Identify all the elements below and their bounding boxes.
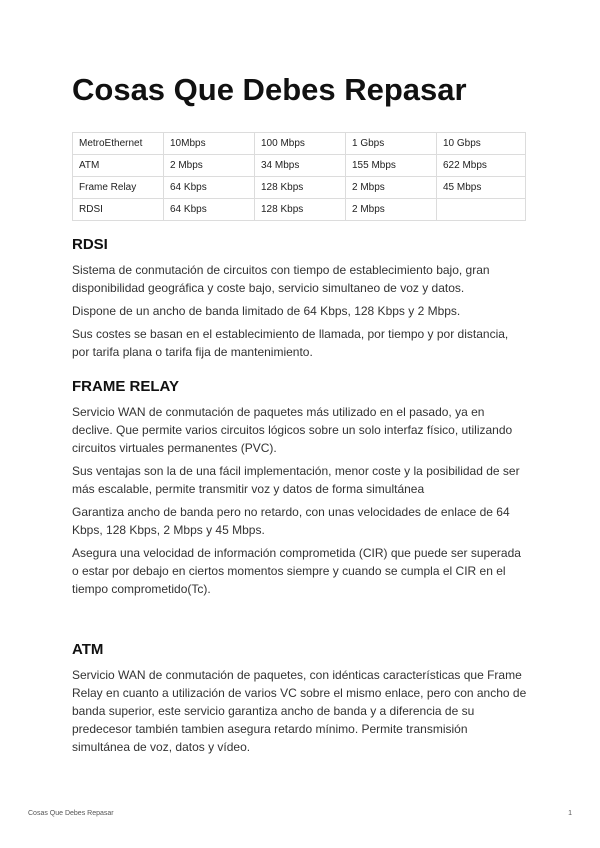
- table-cell: 128 Kbps: [255, 177, 346, 199]
- table-row-label: RDSI: [73, 199, 164, 221]
- table-cell: 2 Mbps: [346, 177, 437, 199]
- section-heading: ATM: [72, 641, 104, 658]
- paragraph: Dispone de un ancho de banda limitado de 64 Kbps, 128 Kbps y 2 Mbps.: [72, 304, 461, 318]
- paragraph: Garantiza ancho de banda pero no retardo, con unas velocidades de enlace de 64 Kbps, 128 Kbps, 2 Mbps y 45 Mbps.: [72, 505, 510, 537]
- table-row-label: ATM: [73, 155, 164, 177]
- page-footer: [28, 810, 572, 817]
- table-row: [73, 199, 526, 221]
- section-heading: FRAME RELAY: [72, 378, 179, 395]
- paragraph: Servicio WAN de conmutación de paquetes más utilizado en el pasado, ya en declive. Que permite varios circuitos lógicos sobre un solo interfaz físico, utilizando circuitos virtuales permanentes (PVC).: [72, 405, 513, 455]
- table-cell: 10 Gbps: [437, 133, 526, 155]
- section-frame-relay: [72, 377, 528, 598]
- page-number: 1: [568, 810, 572, 817]
- footer-title: Cosas Que Debes Repasar: [28, 810, 114, 817]
- section-atm: [72, 640, 528, 756]
- table-row: [73, 177, 526, 199]
- paragraph: Asegura una velocidad de información comprometida (CIR) que puede ser superada o estar por debajo en ciertos momentos siempre y cuando se cumpla el CIR en el tiempo comprometido(Tc).: [72, 546, 521, 596]
- table-row-label: Frame Relay: [73, 177, 164, 199]
- table-cell: 45 Mbps: [437, 177, 526, 199]
- table-cell: 2 Mbps: [164, 155, 255, 177]
- section-rdsi: [72, 235, 528, 361]
- table-row: [73, 133, 526, 155]
- table-cell: 2 Mbps: [346, 199, 437, 221]
- paragraph: Sus costes se basan en el establecimiento de llamada, por tiempo y por distancia, por tarifa plana o tarifa fija de mantenimiento.: [72, 327, 509, 359]
- table-cell: 155 Mbps: [346, 155, 437, 177]
- bandwidth-table: [72, 132, 526, 221]
- table-cell: 128 Kbps: [255, 199, 346, 221]
- table-row: [73, 155, 526, 177]
- table-cell: 100 Mbps: [255, 133, 346, 155]
- table-cell: 10Mbps: [164, 133, 255, 155]
- page-title: Cosas Que Debes Repasar: [72, 72, 467, 107]
- paragraph: Sus ventajas son la de una fácil implementación, menor coste y la posibilidad de ser más escalable, permite transmitir voz y datos de forma simultánea: [72, 464, 520, 496]
- table-cell: 64 Kbps: [164, 177, 255, 199]
- paragraph: Sistema de conmutación de circuitos con tiempo de establecimiento bajo, gran disponibilidad geográfica y coste bajo, servicio simultaneo de voz y datos.: [72, 263, 490, 295]
- table-cell: 34 Mbps: [255, 155, 346, 177]
- table-row-label: MetroEthernet: [73, 133, 164, 155]
- table-cell: 64 Kbps: [164, 199, 255, 221]
- paragraph: Servicio WAN de conmutación de paquetes, con idénticas características que Frame Relay en cuanto a utilización de varios VC sobre el mismo enlace, pero con ancho de banda superior, este servicio garantiza ancho de banda y a diferencia de su predecesor también tambien asegura retardo mínimo. Permite transmisión simultánea de voz, datos y vídeo.: [72, 668, 527, 754]
- table-cell: [437, 199, 526, 221]
- table-cell: 622 Mbps: [437, 155, 526, 177]
- table-cell: 1 Gbps: [346, 133, 437, 155]
- document-page: [72, 70, 528, 754]
- section-heading: RDSI: [72, 236, 108, 253]
